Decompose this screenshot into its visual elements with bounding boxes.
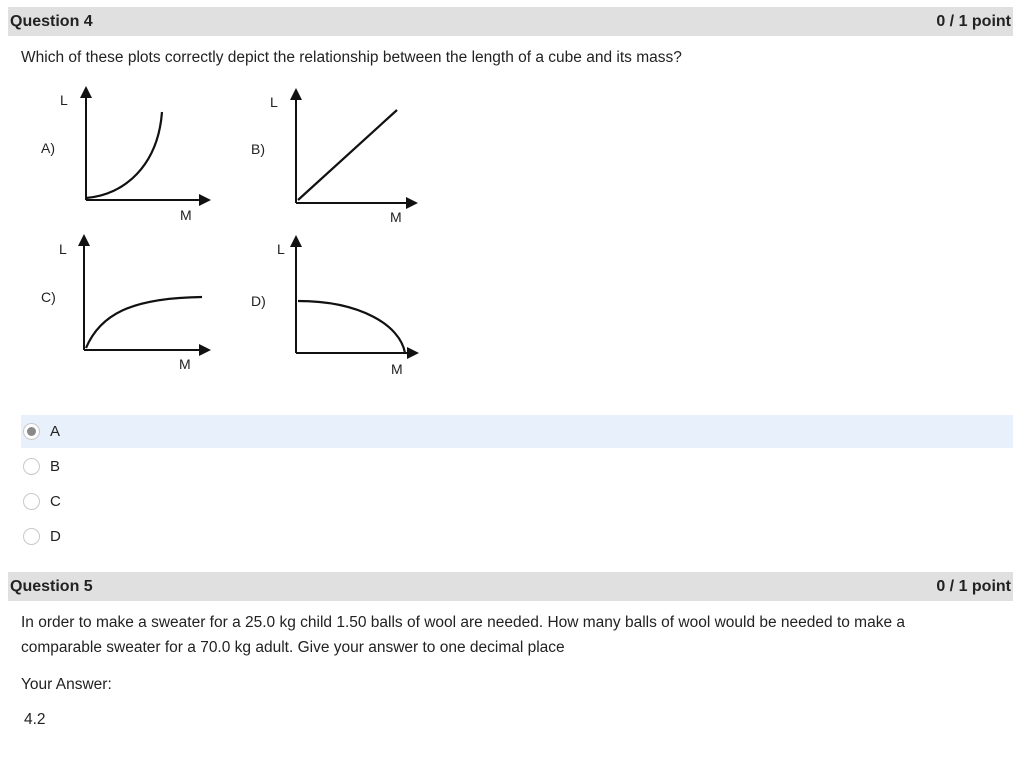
question-4-text: Which of these plots correctly depict the relationship between the length of a cube and its mass? (21, 49, 682, 66)
plot-b-curve (298, 110, 397, 200)
plot-c-option-label: C) (41, 289, 56, 305)
choice-b-label: B (50, 458, 61, 475)
plot-a (86, 92, 205, 200)
plot-b (296, 94, 412, 203)
choice-d-label: D (50, 528, 61, 545)
plot-a-option-label: A) (41, 140, 55, 156)
question-4-points: 0 / 1 point (936, 12, 1011, 30)
plot-a-y-label: L (60, 92, 68, 108)
plot-d-x-label: M (391, 361, 403, 377)
plot-c-y-label: L (59, 241, 67, 257)
your-answer-label: Your Answer: (21, 676, 112, 693)
choice-d[interactable] (21, 520, 1013, 553)
radio-c[interactable] (23, 493, 40, 510)
answer-value: 4.2 (24, 711, 46, 728)
plot-b-option-label: B) (251, 141, 265, 157)
plot-a-x-label: M (180, 207, 192, 223)
choice-b[interactable] (21, 450, 1013, 483)
choice-a[interactable] (21, 415, 1013, 448)
plot-c-curve (86, 297, 202, 348)
choice-a-label: A (50, 423, 61, 440)
choice-c[interactable] (21, 485, 1013, 518)
radio-a[interactable] (23, 423, 40, 440)
question-5-text-line-2: comparable sweater for a 70.0 kg adult. Give your answer to one decimal place (21, 639, 565, 656)
plot-b-y-label: L (270, 94, 278, 110)
radio-selected-dot (27, 427, 36, 436)
plot-d-y-label: L (277, 241, 285, 257)
question-5-text-line-1: In order to make a sweater for a 25.0 kg child 1.50 balls of wool are needed. How many balls of wool would be needed to make a (21, 614, 906, 631)
plot-d (296, 241, 413, 353)
plot-d-curve (298, 301, 405, 353)
question-5-points: 0 / 1 point (936, 577, 1011, 595)
plot-b-x-label: M (390, 209, 402, 225)
radio-b[interactable] (23, 458, 40, 475)
plot-d-option-label: D) (251, 293, 266, 309)
plot-a-curve (86, 112, 162, 198)
question-5-title: Question 5 (10, 577, 93, 595)
plot-c (84, 240, 205, 350)
question-5-header (8, 572, 1013, 601)
plot-c-x-label: M (179, 356, 191, 372)
choice-c-label: C (50, 493, 61, 510)
radio-d[interactable] (23, 528, 40, 545)
question-4-title: Question 4 (10, 12, 93, 30)
